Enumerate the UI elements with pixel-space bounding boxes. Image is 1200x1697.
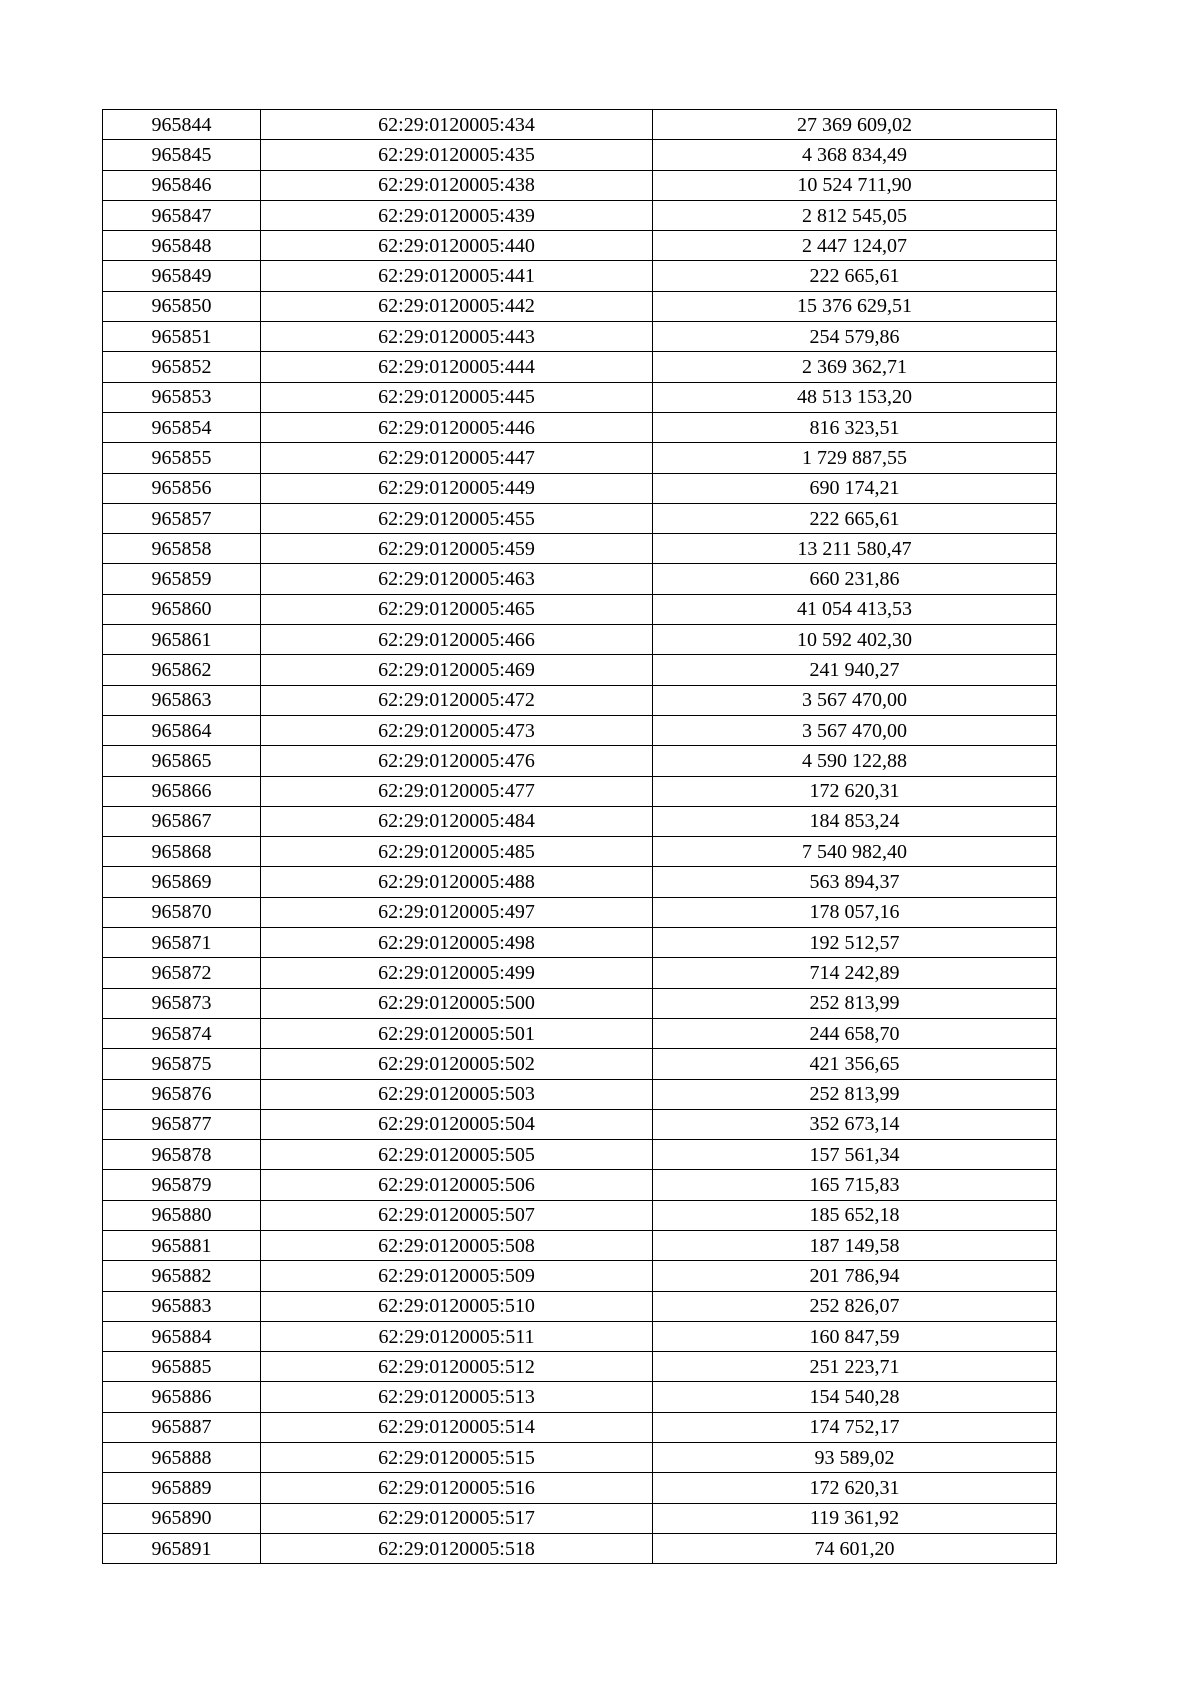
row-number-cell: 965879 [103, 1170, 261, 1200]
value-cell: 4 368 834,49 [653, 140, 1057, 170]
row-number-cell: 965861 [103, 625, 261, 655]
cadastral-number-cell: 62:29:0120005:484 [261, 806, 653, 836]
table-row [103, 1382, 1057, 1412]
row-number-cell: 965891 [103, 1533, 261, 1563]
value-cell: 10 524 711,90 [653, 170, 1057, 200]
row-number-cell: 965888 [103, 1443, 261, 1473]
value-cell: 15 376 629,51 [653, 291, 1057, 321]
row-number-cell: 965865 [103, 746, 261, 776]
row-number-cell: 965853 [103, 382, 261, 412]
table-row [103, 1321, 1057, 1351]
value-cell: 13 211 580,47 [653, 534, 1057, 564]
value-cell: 1 729 887,55 [653, 443, 1057, 473]
table-row [103, 715, 1057, 745]
table-row [103, 503, 1057, 533]
cadastral-number-cell: 62:29:0120005:509 [261, 1261, 653, 1291]
value-cell: 185 652,18 [653, 1200, 1057, 1230]
cadastral-number-cell: 62:29:0120005:512 [261, 1352, 653, 1382]
table-row [103, 1503, 1057, 1533]
cadastral-number-cell: 62:29:0120005:476 [261, 746, 653, 776]
cadastral-value-table [102, 109, 1057, 1564]
cadastral-number-cell: 62:29:0120005:473 [261, 715, 653, 745]
cadastral-number-cell: 62:29:0120005:503 [261, 1079, 653, 1109]
value-cell: 222 665,61 [653, 503, 1057, 533]
row-number-cell: 965856 [103, 473, 261, 503]
row-number-cell: 965871 [103, 928, 261, 958]
row-number-cell: 965863 [103, 685, 261, 715]
table-row [103, 1109, 1057, 1139]
value-cell: 563 894,37 [653, 867, 1057, 897]
table-row [103, 412, 1057, 442]
value-cell: 4 590 122,88 [653, 746, 1057, 776]
cadastral-number-cell: 62:29:0120005:446 [261, 412, 653, 442]
value-cell: 174 752,17 [653, 1412, 1057, 1442]
row-number-cell: 965858 [103, 534, 261, 564]
value-cell: 7 540 982,40 [653, 837, 1057, 867]
row-number-cell: 965887 [103, 1412, 261, 1442]
row-number-cell: 965859 [103, 564, 261, 594]
row-number-cell: 965848 [103, 231, 261, 261]
value-cell: 154 540,28 [653, 1382, 1057, 1412]
table-row [103, 534, 1057, 564]
table-row [103, 1473, 1057, 1503]
value-cell: 3 567 470,00 [653, 715, 1057, 745]
row-number-cell: 965852 [103, 352, 261, 382]
cadastral-number-cell: 62:29:0120005:445 [261, 382, 653, 412]
row-number-cell: 965876 [103, 1079, 261, 1109]
table-row [103, 746, 1057, 776]
cadastral-number-cell: 62:29:0120005:439 [261, 200, 653, 230]
table-row [103, 322, 1057, 352]
cadastral-number-cell: 62:29:0120005:441 [261, 261, 653, 291]
row-number-cell: 965880 [103, 1200, 261, 1230]
value-cell: 119 361,92 [653, 1503, 1057, 1533]
table-row [103, 867, 1057, 897]
row-number-cell: 965869 [103, 867, 261, 897]
table-row [103, 1230, 1057, 1260]
table-body [103, 110, 1057, 1564]
cadastral-number-cell: 62:29:0120005:442 [261, 291, 653, 321]
cadastral-number-cell: 62:29:0120005:443 [261, 322, 653, 352]
row-number-cell: 965875 [103, 1049, 261, 1079]
table-row [103, 897, 1057, 927]
table-row [103, 352, 1057, 382]
value-cell: 10 592 402,30 [653, 625, 1057, 655]
table-row [103, 170, 1057, 200]
cadastral-number-cell: 62:29:0120005:434 [261, 110, 653, 140]
table-row [103, 1291, 1057, 1321]
table-row [103, 685, 1057, 715]
table-row [103, 473, 1057, 503]
value-cell: 2 447 124,07 [653, 231, 1057, 261]
value-cell: 41 054 413,53 [653, 594, 1057, 624]
table-row [103, 1079, 1057, 1109]
cadastral-number-cell: 62:29:0120005:506 [261, 1170, 653, 1200]
value-cell: 172 620,31 [653, 1473, 1057, 1503]
value-cell: 2 369 362,71 [653, 352, 1057, 382]
value-cell: 2 812 545,05 [653, 200, 1057, 230]
value-cell: 27 369 609,02 [653, 110, 1057, 140]
row-number-cell: 965864 [103, 715, 261, 745]
cadastral-number-cell: 62:29:0120005:513 [261, 1382, 653, 1412]
value-cell: 252 813,99 [653, 1079, 1057, 1109]
cadastral-number-cell: 62:29:0120005:485 [261, 837, 653, 867]
row-number-cell: 965849 [103, 261, 261, 291]
value-cell: 252 826,07 [653, 1291, 1057, 1321]
cadastral-number-cell: 62:29:0120005:449 [261, 473, 653, 503]
table-row [103, 110, 1057, 140]
row-number-cell: 965868 [103, 837, 261, 867]
table-row [103, 382, 1057, 412]
value-cell: 48 513 153,20 [653, 382, 1057, 412]
row-number-cell: 965846 [103, 170, 261, 200]
table-row [103, 443, 1057, 473]
cadastral-number-cell: 62:29:0120005:463 [261, 564, 653, 594]
value-cell: 178 057,16 [653, 897, 1057, 927]
value-cell: 187 149,58 [653, 1230, 1057, 1260]
value-cell: 660 231,86 [653, 564, 1057, 594]
table-row [103, 1412, 1057, 1442]
value-cell: 252 813,99 [653, 988, 1057, 1018]
row-number-cell: 965851 [103, 322, 261, 352]
row-number-cell: 965857 [103, 503, 261, 533]
table-row [103, 1200, 1057, 1230]
table-row [103, 231, 1057, 261]
cadastral-number-cell: 62:29:0120005:472 [261, 685, 653, 715]
row-number-cell: 965883 [103, 1291, 261, 1321]
cadastral-number-cell: 62:29:0120005:455 [261, 503, 653, 533]
cadastral-number-cell: 62:29:0120005:466 [261, 625, 653, 655]
row-number-cell: 965855 [103, 443, 261, 473]
cadastral-number-cell: 62:29:0120005:447 [261, 443, 653, 473]
value-cell: 201 786,94 [653, 1261, 1057, 1291]
table-row [103, 806, 1057, 836]
row-number-cell: 965878 [103, 1140, 261, 1170]
row-number-cell: 965854 [103, 412, 261, 442]
row-number-cell: 965844 [103, 110, 261, 140]
row-number-cell: 965881 [103, 1230, 261, 1260]
cadastral-number-cell: 62:29:0120005:435 [261, 140, 653, 170]
cadastral-number-cell: 62:29:0120005:515 [261, 1443, 653, 1473]
table-row [103, 1533, 1057, 1563]
table-row [103, 1018, 1057, 1048]
table-row [103, 291, 1057, 321]
value-cell: 244 658,70 [653, 1018, 1057, 1048]
cadastral-number-cell: 62:29:0120005:488 [261, 867, 653, 897]
table-row [103, 837, 1057, 867]
row-number-cell: 965867 [103, 806, 261, 836]
cadastral-number-cell: 62:29:0120005:504 [261, 1109, 653, 1139]
value-cell: 251 223,71 [653, 1352, 1057, 1382]
cadastral-number-cell: 62:29:0120005:440 [261, 231, 653, 261]
cadastral-number-cell: 62:29:0120005:516 [261, 1473, 653, 1503]
cadastral-number-cell: 62:29:0120005:497 [261, 897, 653, 927]
table-row [103, 261, 1057, 291]
row-number-cell: 965845 [103, 140, 261, 170]
cadastral-number-cell: 62:29:0120005:517 [261, 1503, 653, 1533]
value-cell: 184 853,24 [653, 806, 1057, 836]
cadastral-number-cell: 62:29:0120005:444 [261, 352, 653, 382]
value-cell: 690 174,21 [653, 473, 1057, 503]
row-number-cell: 965847 [103, 200, 261, 230]
table-row [103, 564, 1057, 594]
value-cell: 172 620,31 [653, 776, 1057, 806]
cadastral-number-cell: 62:29:0120005:465 [261, 594, 653, 624]
value-cell: 160 847,59 [653, 1321, 1057, 1351]
cadastral-number-cell: 62:29:0120005:510 [261, 1291, 653, 1321]
table-row [103, 140, 1057, 170]
table-row [103, 958, 1057, 988]
cadastral-number-cell: 62:29:0120005:459 [261, 534, 653, 564]
cadastral-number-cell: 62:29:0120005:502 [261, 1049, 653, 1079]
table-row [103, 988, 1057, 1018]
row-number-cell: 965889 [103, 1473, 261, 1503]
cadastral-number-cell: 62:29:0120005:505 [261, 1140, 653, 1170]
value-cell: 165 715,83 [653, 1170, 1057, 1200]
cadastral-number-cell: 62:29:0120005:498 [261, 928, 653, 958]
table-row [103, 200, 1057, 230]
cadastral-number-cell: 62:29:0120005:518 [261, 1533, 653, 1563]
cadastral-number-cell: 62:29:0120005:499 [261, 958, 653, 988]
row-number-cell: 965885 [103, 1352, 261, 1382]
cadastral-number-cell: 62:29:0120005:469 [261, 655, 653, 685]
value-cell: 93 589,02 [653, 1443, 1057, 1473]
row-number-cell: 965882 [103, 1261, 261, 1291]
row-number-cell: 965860 [103, 594, 261, 624]
value-cell: 254 579,86 [653, 322, 1057, 352]
cadastral-number-cell: 62:29:0120005:500 [261, 988, 653, 1018]
row-number-cell: 965872 [103, 958, 261, 988]
table-row [103, 1261, 1057, 1291]
table-row [103, 625, 1057, 655]
cadastral-number-cell: 62:29:0120005:477 [261, 776, 653, 806]
row-number-cell: 965873 [103, 988, 261, 1018]
value-cell: 157 561,34 [653, 1140, 1057, 1170]
table-row [103, 776, 1057, 806]
table-row [103, 655, 1057, 685]
value-cell: 192 512,57 [653, 928, 1057, 958]
value-cell: 421 356,65 [653, 1049, 1057, 1079]
table-row [103, 1170, 1057, 1200]
value-cell: 352 673,14 [653, 1109, 1057, 1139]
row-number-cell: 965884 [103, 1321, 261, 1351]
table-row [103, 928, 1057, 958]
table-row [103, 1352, 1057, 1382]
cadastral-number-cell: 62:29:0120005:508 [261, 1230, 653, 1260]
row-number-cell: 965877 [103, 1109, 261, 1139]
row-number-cell: 965870 [103, 897, 261, 927]
cadastral-number-cell: 62:29:0120005:501 [261, 1018, 653, 1048]
row-number-cell: 965862 [103, 655, 261, 685]
value-cell: 816 323,51 [653, 412, 1057, 442]
row-number-cell: 965886 [103, 1382, 261, 1412]
row-number-cell: 965850 [103, 291, 261, 321]
table-row [103, 1443, 1057, 1473]
row-number-cell: 965874 [103, 1018, 261, 1048]
table-row [103, 1049, 1057, 1079]
cadastral-number-cell: 62:29:0120005:511 [261, 1321, 653, 1351]
value-cell: 714 242,89 [653, 958, 1057, 988]
value-cell: 3 567 470,00 [653, 685, 1057, 715]
value-cell: 241 940,27 [653, 655, 1057, 685]
value-cell: 74 601,20 [653, 1533, 1057, 1563]
table-row [103, 1140, 1057, 1170]
row-number-cell: 965890 [103, 1503, 261, 1533]
row-number-cell: 965866 [103, 776, 261, 806]
table-row [103, 594, 1057, 624]
cadastral-number-cell: 62:29:0120005:438 [261, 170, 653, 200]
value-cell: 222 665,61 [653, 261, 1057, 291]
cadastral-number-cell: 62:29:0120005:507 [261, 1200, 653, 1230]
cadastral-number-cell: 62:29:0120005:514 [261, 1412, 653, 1442]
